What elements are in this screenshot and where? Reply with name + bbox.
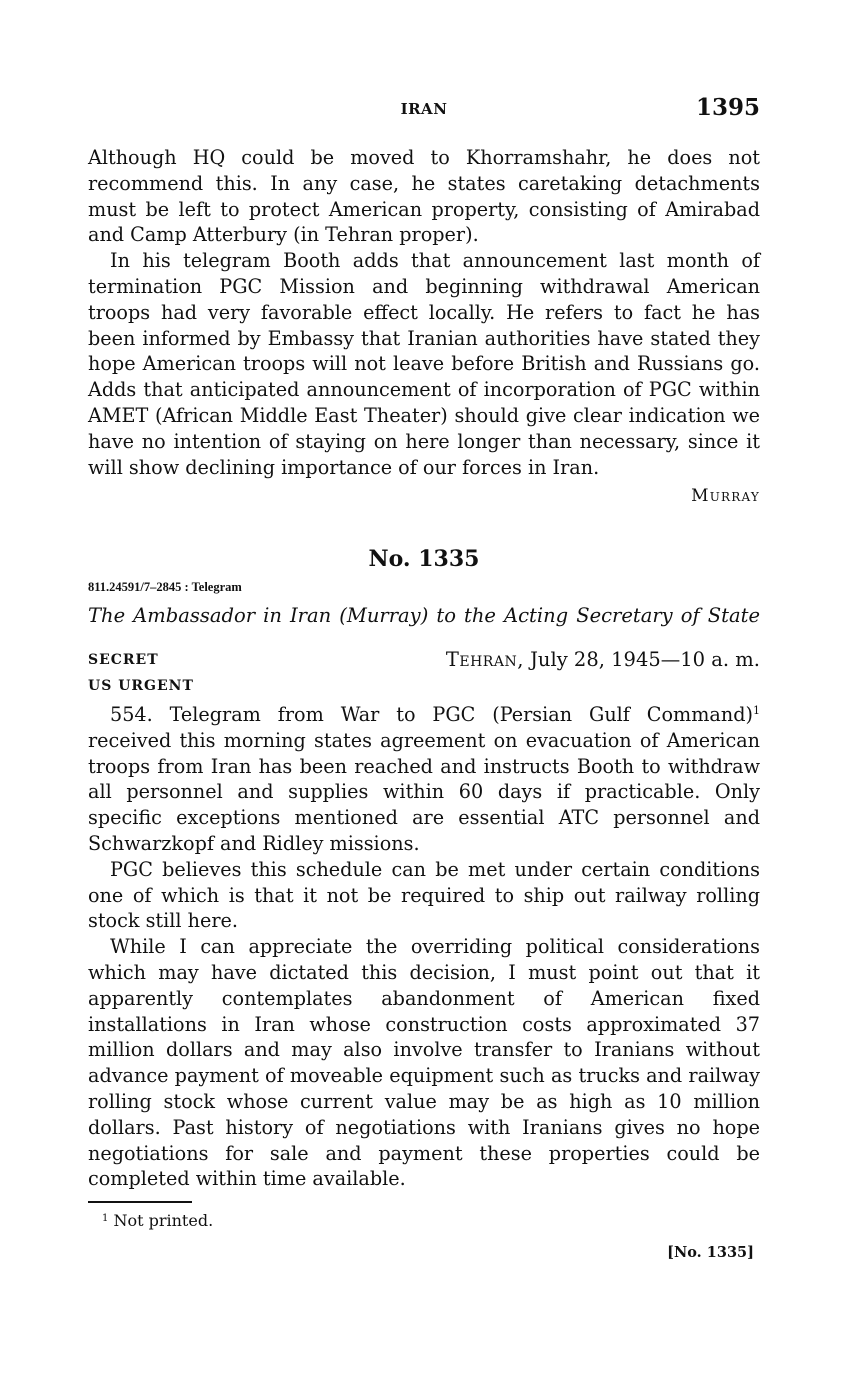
urgency: US URGENT xyxy=(88,678,194,694)
footnote-text: Not printed. xyxy=(108,1211,214,1230)
footnote xyxy=(102,1211,213,1230)
paragraph: PGC believes this schedule can be met under certain conditions one of which is that it not be required to ship out railway rolling stock still here. xyxy=(88,857,760,933)
document-number: No. 1335 xyxy=(368,546,480,572)
telegram-text xyxy=(88,702,760,1192)
dateline xyxy=(446,648,760,671)
dateline-place: Tehran, xyxy=(445,648,524,671)
signature: Murray xyxy=(691,486,760,507)
footnote-rule xyxy=(88,1201,192,1203)
paragraph: In his telegram Booth adds that announcement last month of termination PGC Mission and beginning withdrawal American troops had very favorable effect locally. He refers to fact he has been informed by Embassy that Iranian authorities have stated they hope American troops will not leave before British and Russians go. Adds that anticipated announcement of incorporation of PGC within AMET (African Middle East Theater) should give clear indication we have no intention of staying on here longer than necessary, since it will show declining importance of our forces in Iran. xyxy=(88,249,760,479)
paragraph-rest: received this morning states agreement on evacuation of American troops from Iran has been reached and instructs Booth to withdraw all personnel and supplies within 60 days if practicable. Only specific exceptions mentioned are essential ATC personnel and Schwarzkopf and Ridley missions. xyxy=(88,728,760,855)
continuation-label: [No. 1335] xyxy=(667,1244,754,1261)
page-header xyxy=(88,94,760,124)
paragraph: While I can appreciate the overriding political considerations which may have dictated this decision, I must point out that it apparently contemplates abandonment of American fixed installations in Iran whose construction costs approximated 37 million dollars and may also involve transfer to Iranians without advance payment of moveable equipment such as trucks and railway rolling stock whose current value may be as high as 10 million dollars. Past history of negotiations with Iranians gives no hope negotiations for sale and payment these properties could be completed within time available. xyxy=(88,935,760,1191)
classification: SECRET xyxy=(88,652,159,668)
title-name: Murray xyxy=(346,604,421,627)
dateline-date: July 28, 1945—10 a. m. xyxy=(523,648,760,671)
file-reference: 811.24591/7–2845 : Telegram xyxy=(88,580,242,594)
title-prefix: The Ambassador in Iran ( xyxy=(88,604,347,627)
running-title: IRAN xyxy=(400,100,448,118)
previous-document-text xyxy=(88,145,760,510)
paragraph-start: 554. Telegram from War to PGC (Persian Gulf Command) xyxy=(110,703,753,726)
title-suffix: ) to the Acting Secretary of State xyxy=(420,604,760,627)
paragraph xyxy=(88,702,760,857)
paragraph: Although HQ could be moved to Khorramshahr, he does not recommend this. In any case, he states caretaking detachments must be left to protect American property, consisting of Amirabad and Camp Atterbury (in Tehran proper). xyxy=(88,146,760,247)
footnote-marker: 1 xyxy=(102,1213,109,1224)
footnote-reference: 1 xyxy=(753,704,760,717)
page-number: 1395 xyxy=(695,94,760,121)
document-title xyxy=(88,604,760,627)
